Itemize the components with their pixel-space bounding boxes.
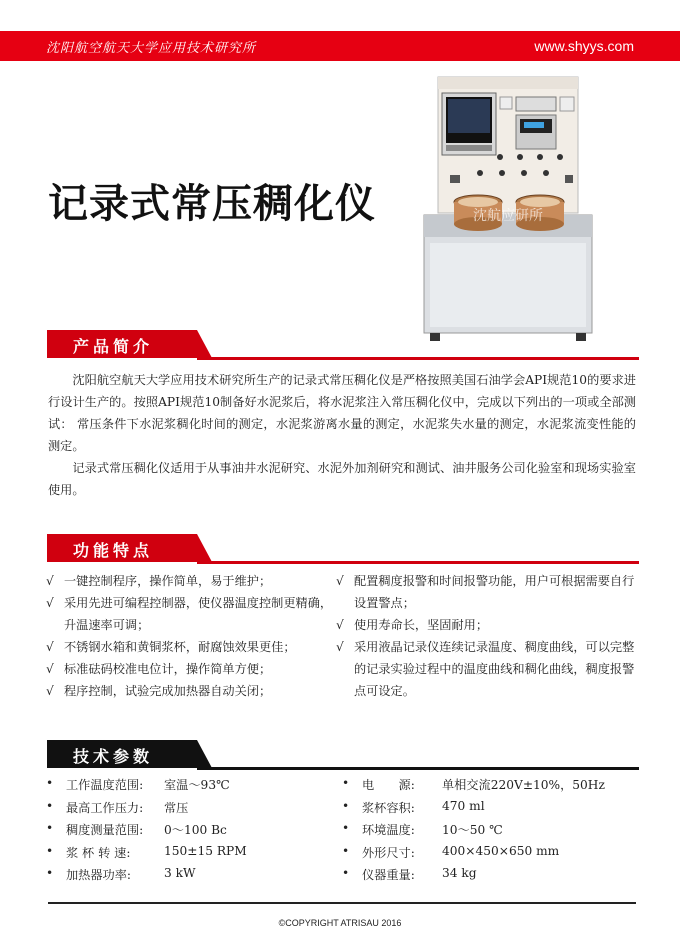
spec-key: 环境温度: [362, 823, 415, 838]
features-list [46, 570, 638, 702]
section-rule [197, 767, 639, 770]
spec-key: 稠度测量范围: [66, 823, 144, 838]
spec-key: 浆杯容积: [362, 800, 415, 815]
spec-value: 常压 [164, 800, 189, 815]
spec-value: 400×450×650 mm [442, 843, 560, 858]
spec-row [46, 799, 638, 822]
bullet-icon: • [342, 798, 350, 813]
features-right-column [336, 570, 636, 702]
feature-item: √ 配置稠度报警和时间报警功能，用户可根据需要自行设置警点； [336, 570, 636, 614]
section-title-specs: 技术参数 [73, 747, 154, 766]
spec-key: 仪器重量: [362, 868, 415, 883]
check-icon: √ [46, 662, 54, 676]
section-header-specs [47, 740, 639, 772]
check-icon: √ [336, 618, 344, 632]
page-title: 记录式常压稠化仪 [48, 181, 376, 227]
product-photo [420, 75, 596, 345]
intro-paragraph: 沈阳航空航天大学应用技术研究所生产的记录式常压稠化仪是严格按照美国石油学会API规范10的要求进行设计生产的。按照API规范10制备好水泥浆后，将水泥浆注入常压稠化仪中，完成以下列出的一项或全部测试： 常压条件下水泥浆稠化时间的测定，水泥浆游离水量的测定，水泥浆失水量的测定，水泥浆流变性能的测定。 [48, 373, 636, 453]
bullet-icon: • [342, 866, 350, 881]
spec-value: 室温～93℃ [164, 778, 230, 792]
spec-value: 单相交流220V±10%，50Hz [442, 778, 605, 792]
section-rule [197, 357, 639, 360]
bullet-icon: • [46, 843, 54, 858]
check-icon: √ [46, 574, 54, 588]
watermark-text: 沈航应研所 [473, 208, 543, 224]
check-icon: √ [336, 574, 344, 588]
spec-value: 470 ml [442, 798, 485, 813]
spec-value: 34 kg [442, 866, 477, 881]
bullet-icon: • [46, 798, 54, 813]
bullet-icon: • [46, 866, 54, 881]
spec-key: 外形尺寸: [362, 845, 415, 860]
section-header-intro [47, 330, 639, 362]
feature-item: √ 使用寿命长，坚固耐用； [336, 614, 636, 636]
check-icon: √ [46, 684, 54, 698]
feature-item: √ 一键控制程序，操作简单，易于维护； [46, 570, 336, 592]
spec-value: 150±15 RPM [164, 843, 247, 858]
section-header-features [47, 534, 639, 566]
top-banner [0, 31, 680, 61]
spec-key: 最高工作压力: [66, 800, 144, 815]
org-name: 沈阳航空航天大学应用技术研究所 [46, 40, 257, 56]
check-icon: √ [336, 640, 344, 654]
feature-item: √ 程序控制，试验完成加热器自动关闭； [46, 680, 336, 702]
intro-paragraph: 记录式常压稠化仪适用于从事油井水泥研究、水泥外加剂研究和测试、油井服务公司化验室和现场实验室使用。 [48, 461, 636, 497]
spec-row [46, 866, 638, 889]
bullet-icon: • [342, 776, 350, 790]
section-title-features: 功能特点 [73, 541, 154, 560]
feature-item: √ 采用先进可编程控制器，使仪器温度控制更精确，升温速率可调； [46, 592, 336, 636]
specs-table [46, 776, 638, 889]
spec-key: 电 源: [362, 778, 415, 792]
features-left-column [46, 570, 336, 702]
spec-row [46, 844, 638, 867]
copyright-text: ©COPYRIGHT ATRISAU 2016 [278, 918, 402, 928]
feature-item: √ 不锈钢水箱和黄铜浆杯，耐腐蚀效果更佳； [46, 636, 336, 658]
section-title-intro: 产品简介 [73, 337, 154, 356]
feature-item: √ 标准砝码校准电位计，操作简单方便； [46, 658, 336, 680]
bullet-icon: • [46, 776, 54, 790]
spec-row [46, 776, 638, 799]
spec-key: 浆 杯 转 速: [66, 845, 131, 860]
check-icon: √ [46, 596, 54, 610]
spec-key: 工作温度范围: [66, 778, 144, 792]
website-link[interactable]: www.shyys.com [534, 38, 634, 54]
intro-text [48, 369, 636, 501]
spec-value: 3 kW [164, 866, 196, 881]
bullet-icon: • [342, 821, 350, 836]
spec-key: 加热器功率: [66, 868, 132, 883]
instrument-photo-icon [420, 75, 596, 345]
bullet-icon: • [342, 843, 350, 858]
feature-item: √ 采用液晶记录仪连续记录温度、稠度曲线，可以完整的记录实验过程中的温度曲线和稠化曲线，稠度报警点可设定。 [336, 636, 636, 702]
check-icon: √ [46, 640, 54, 654]
spec-value: 0～100 Bc [164, 823, 227, 838]
spec-row [46, 821, 638, 844]
spec-value: 10～50 ℃ [442, 823, 503, 838]
bullet-icon: • [46, 821, 54, 836]
footer-divider [48, 902, 636, 904]
section-rule [197, 561, 639, 564]
